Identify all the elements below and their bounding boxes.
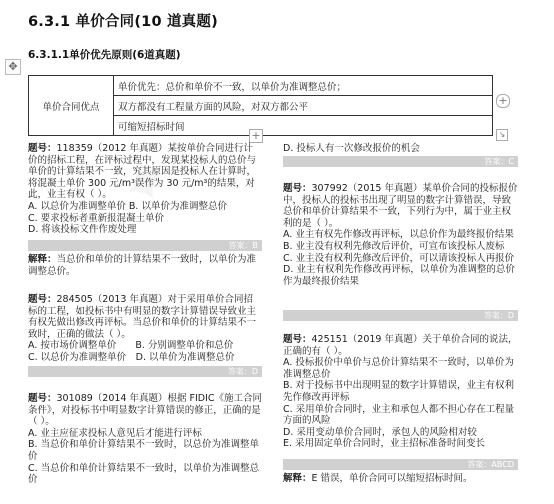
option: D. 投标人有一次修改报价的机会	[283, 143, 420, 154]
subsection-heading: 6.3.1.1单价优先原则(6道真题)	[28, 49, 181, 61]
question-text: 118359（2012 年真题）某按单价合同进行计价的招标工程，在评标过程中，发现某投标人的总价与单价的计算结果不一致，究其原因是投标人在计算时，将混凝土单价 300 元/m³误作为 30 元/m³的结果，对此，业主有权（ ）。	[28, 143, 257, 201]
explanation-label: 解释：	[28, 254, 57, 265]
question-text: 284505（2013 年真题）对于采用单价合同招标的工程，如投标书中有明显的数字计算错误导致业主有权先做出修改再评标。当总价和单价的计算结果不一致时，正确的做法（ ）。	[28, 294, 257, 340]
answer-bar: 答案：D	[28, 366, 262, 377]
answer-bar: 答案：ABCD	[283, 459, 518, 470]
advantages-table	[28, 75, 493, 136]
option: B. 当总价和单价计算结果不一致时，以总价为准调整单价	[28, 439, 260, 462]
add-column-icon[interactable]: +	[496, 94, 510, 108]
option: B. 业主没有权利先修改后评价，可宣布该投标人废标	[283, 240, 505, 252]
question-block	[28, 143, 262, 236]
answer-bar: 答案：D	[283, 310, 518, 321]
question-text: 425151（2019 年真题）关于单价合同的说法，正确的有（ ）。	[283, 334, 518, 357]
option: A. 以总价为准调整单价 B. 以单价为准调整总价	[28, 200, 227, 212]
resize-handle-icon[interactable]: ↘	[496, 129, 508, 141]
option: C. 当总价和单价计算结果不一致时，以单价为准调整总价	[28, 462, 260, 486]
table-cell: 单价优先：总价和单价不一致，以单价为准调整总价；	[114, 76, 493, 96]
option: A. 业主应征求投标人意见后才能进行评标	[28, 427, 202, 439]
question-label: 题号：	[28, 393, 57, 404]
explanation	[283, 473, 518, 485]
option: C. 以总价为准调整单价 D. 以单价为准调整总价	[28, 351, 235, 363]
explanation	[28, 254, 262, 277]
option: D. 采用变动单价合同时，承包人的风险相对较	[283, 426, 477, 438]
question-label: 题号：	[28, 143, 57, 154]
explanation-label: 解释：	[283, 473, 312, 484]
explanation-text: 当总价和单价的计算结果不一致时，以单价为准调整总价。	[28, 254, 257, 277]
option: C. 要求投标者重新报混凝土单价	[28, 212, 165, 224]
option: C. 业主没有权利先修改后评价，可以请该投标人再报价	[283, 252, 515, 264]
table-cell: 可缩短招标时间	[114, 116, 493, 136]
explanation-text: E 错误，单价合同可以缩短招标时间。	[311, 473, 473, 484]
answer-bar: 答案：B	[28, 240, 262, 251]
table-row-header: 单价合同优点	[29, 76, 114, 136]
move-handle-icon[interactable]: ✥	[5, 59, 21, 75]
answer-bar: 答案：C	[283, 156, 518, 167]
question-text: 301089（2014 年真题）根据 FIDIC《施工合同条件》，对投标书中明显数字计算错误的修正，正确的是（ ）。	[28, 393, 263, 428]
question-block	[283, 183, 518, 287]
question-block	[283, 334, 518, 450]
add-row-icon[interactable]: +	[249, 129, 263, 143]
question-label: 题号：	[28, 294, 57, 305]
option: B. 对于投标书中出现明显的数字计算错误，业主有权利先作修改再评标	[283, 380, 515, 403]
option: A. 业主有权先作修改再评标，以总价作为最终报价结果	[283, 229, 514, 241]
question-block	[28, 393, 262, 486]
section-heading: 6.3.1 单价合同(10 道真题)	[28, 14, 218, 30]
option: D. 将该投标文件作废处理	[28, 224, 137, 236]
question-block	[28, 294, 262, 364]
option: C. 采用单价合同时，业主和承包人都不担心存在工程量方面的风险	[283, 403, 515, 427]
question-label: 题号：	[283, 183, 312, 194]
option: E. 采用固定单价合同时，业主招标准备时间变长	[283, 438, 486, 450]
option: A. 按市场价调整单价 B. 分别调整单价和总价	[28, 340, 234, 352]
option: A. 投标报价中单价与总价计算结果不一致时，以单价为准调整总价	[283, 357, 514, 380]
option: D. 业主有权利先作修改再评标，以单价为准调整的总价作为最终报价结果	[283, 264, 515, 287]
question-text: 307992（2015 年真题）某单价合同的投标报价中，投标人的投标书出现了明显的数字计算错误，导致总价和单价计算结果不一致，下列行为中，属于业主权利的是（ ）。	[283, 183, 518, 229]
table-cell: 双方都没有工程量方面的风险，对双方都公平	[114, 96, 493, 116]
question-label: 题号：	[283, 334, 312, 345]
